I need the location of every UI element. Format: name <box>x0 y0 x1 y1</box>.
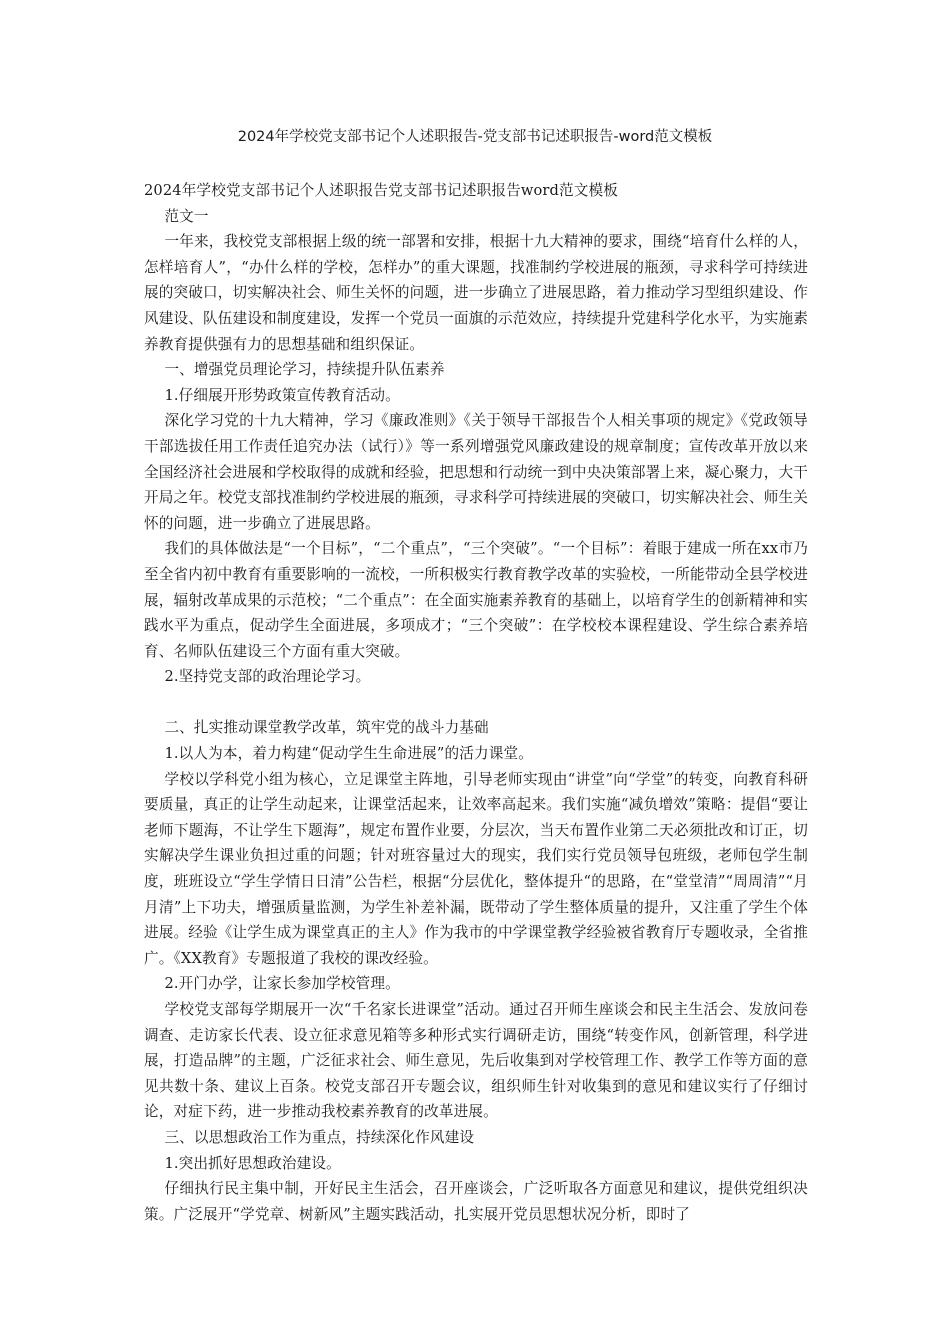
blank-line <box>144 690 808 716</box>
subheading-1-2: 2.坚持党支部的政治理论学习。 <box>164 668 371 686</box>
section-label: 范文一 <box>164 207 209 225</box>
body-title: 2024年学校党支部书记个人述职报告党支部书记述职报告word范文模板 <box>144 182 619 199</box>
paragraph-intro: 一年来，我校党支部根据上级的统一部署和安排，根据十九大精神的要求，围绕“培育什么样的人，怎样培育人”，“办什么样的学校，怎样办”的重大课题，找准制约学校进展的瓶颈，寻求科学可持续进展的突破口，切实解决社会、师生关怀的问题，进一步确立了进展思路，着力推动学习型组织建设、作风建设、队伍建设和制度建设，发挥一个党员一面旗的示范效应，持续提升党建科学化水平，为实施素养教育提供强有力的思想基础和组织保证。 <box>144 233 808 353</box>
section-heading-1: 一、增强党员理论学习，持续提升队伍素养 <box>164 361 445 379</box>
subheading-2-2: 2.开门办学，让家长参加学校管理。 <box>164 975 400 993</box>
subheading-1-1: 1.仔细展开形势政策宣传教育活动。 <box>164 386 400 404</box>
section-heading-2: 二、扎实推动课堂教学改革，筑牢党的战斗力基础 <box>164 719 489 737</box>
subheading-3-1: 1.突出抓好思想政治建设。 <box>164 1154 341 1172</box>
page-title: 2024年学校党支部书记个人述职报告-党支部书记述职报告-word范文模板 <box>237 129 713 145</box>
paragraph: 仔细执行民主集中制，开好民主生活会，召开座谈会，广泛听取各方面意见和建议，提供党组织决策。广泛展开“学党章、树新风”主题实践活动，扎实展开党员思想状况分析，即时了 <box>144 1180 808 1223</box>
paragraph: 深化学习党的十九大精神，学习《廉政准则》《关于领导干部报告个人相关事项的规定》《党政领导干部选拔任用工作责任追究办法（试行）》等一系列增强党风廉政建设的规章制度；宣传改革开放以来全国经济社会进展和学校取得的成就和经验，把思想和行动统一到中央决策部署上来，凝心聚力，大干开局之年。校党支部找准制约学校进展的瓶颈，寻求科学可持续进展的突破口，切实解决社会、师生关怀的问题，进一步确立了进展思路。 <box>144 412 808 532</box>
subheading-2-1: 1.以人为本，着力构建“促动学生生命进展”的活力课堂。 <box>164 745 533 763</box>
paragraph: 学校党支部每学期展开一次“千名家长进课堂”活动。通过召开师生座谈会和民主生活会、发放问卷调查、走访家长代表、设立征求意见箱等多种形式实行调研走访，围绕“转变作风，创新管理，科学进展，打造品牌”的主题，广泛征求社会、师生意见，先后收集到对学校管理工作、教学工作等方面的意见共数十条、建议上百条。校党支部召开专题会议，组织师生针对收集到的意见和建议实行了仔细讨论，对症下药，进一步推动我校素养教育的改革进展。 <box>144 1001 808 1121</box>
paragraph: 学校以学科党小组为核心，立足课堂主阵地，引导老师实现由“讲堂”向“学堂”的转变，向教育科研要质量，真正的让学生动起来，让课堂活起来，让效率高起来。我们实施“减负增效”策略：提倡“要让老师下题海，不让学生下题海”，规定布置作业要，分层次，当天布置作业第二天必须批改和订正，切实解决学生课业负担过重的问题；针对班容量过大的现实，我们实行党员领导包班级，老师包学生制度，班班设立“学生学情日日清”公告栏，根据“分层优化，整体提升“的思路，在“堂堂清”“周周清”“月月清”上下功夫，增强质量监测，为学生补差补漏，既带动了学生整体质量的提升，又注重了学生个体进展。经验《让学生成为课堂真正的主人》作为我市的中学课堂教学经验被省教育厅专题收录，全省推广。《XX教育》专题报道了我校的课改经验。 <box>144 770 808 967</box>
section-heading-3: 三、以思想政治工作为重点，持续深化作风建设 <box>164 1128 475 1146</box>
document-body <box>144 178 808 1227</box>
paragraph: 我们的具体做法是“一个目标”，“二个重点”，“三个突破”。“一个目标”：着眼于建成一所在xx市乃至全省内初中教育有重要影响的一流校，一所积极实行教育教学改革的实验校，一所能带动全县学校进展，辐射改革成果的示范校；“二个重点”：在全面实施素养教育的基础上，以培育学生的创新精神和实践水平为重点，促动学生全面进展，多项成才；“三个突破”：在学校校本课程建设、学生综合素养培育、名师队伍建设三个方面有重大突破。 <box>144 540 808 660</box>
